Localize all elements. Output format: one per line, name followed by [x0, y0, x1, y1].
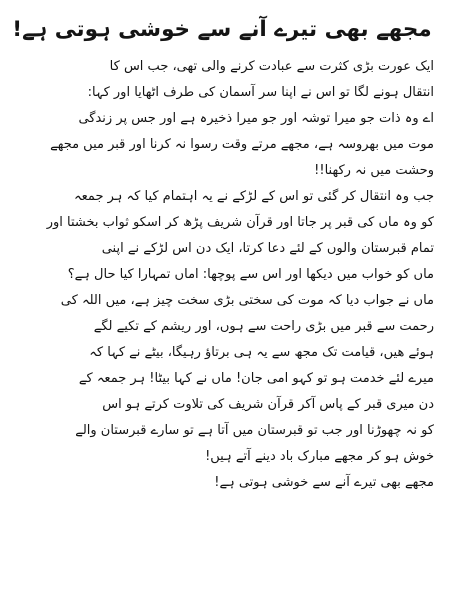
body-line: جب وہ انتقال کر گئی تو اس کے لڑکے نے یہ اہتمام کیا کہ ہر جمعہ — [74, 189, 434, 204]
body-line: تمام قبرستان والوں کے لئے دعا کرتا، ایک دن اس لڑکے نے اپنی — [101, 241, 434, 256]
body-line: اے وہ ذات جو میرا توشہ اور جو میرا ذخیرہ ہے اور جس پر زندگی — [78, 111, 434, 126]
body-line: خوش ہو کر مجھے مبارک باد دینے آتے ہیں! — [205, 449, 434, 464]
post-title: مجھے بھی تیرے آنے سے خوشی ہوتی ہے! — [12, 17, 432, 42]
body-line: رحمت سے قبر میں بڑی راحت سے ہوں، اور ریشم کے تکیے لگے — [93, 319, 434, 334]
body-line: ماں نے جواب دیا کہ موت کی سختی بڑی سخت چیز ہے، میں اللہ کی — [60, 293, 434, 308]
body-line: ماں کو خواب میں دیکھا اور اس سے پوچھا: اماں تمہارا کیا حال ہے؟ — [67, 267, 434, 282]
body-line: کو وہ ماں کی قبر پر جاتا اور قرآن شریف پڑھ کر اسکو ثواب بخشتا اور — [46, 215, 434, 230]
body-line: دن میری قبر کے پاس آکر قرآن شریف کی تلاوت کرتے ہو اس — [102, 397, 434, 412]
body-line: موت میں بھروسہ ہے، مجھے مرتے وقت رسوا نہ کرنا اور قبر میں مجھے — [50, 137, 434, 152]
body-line: انتقال ہونے لگا تو اس نے اپنا سر آسمان کی طرف اٹھایا اور کہا: — [87, 85, 434, 100]
closing-line: مجھے بھی تیرے آنے سے خوشی ہوتی ہے! — [214, 475, 434, 490]
body-line: میرے لئے خدمت ہو تو کہو امی جان! ماں نے کہا بیٹا! ہر جمعہ کے — [78, 371, 434, 386]
body-line: ایک عورت بڑی کثرت سے عبادت کرنے والی تھی، جب اس کا — [109, 59, 434, 74]
body-line: کو نہ چھوڑنا اور جب تو قبرستان میں آتا ہے تو سارے قبرستان والے — [75, 423, 434, 438]
body-line: وحشت میں نہ رکھنا!! — [314, 163, 434, 178]
post-body — [10, 54, 434, 496]
body-line: ہوئے ھیں، قیامت تک مجھ سے یہ ہی برتاؤ رہیگا، بیٹے نے کہا کہ — [89, 345, 434, 360]
